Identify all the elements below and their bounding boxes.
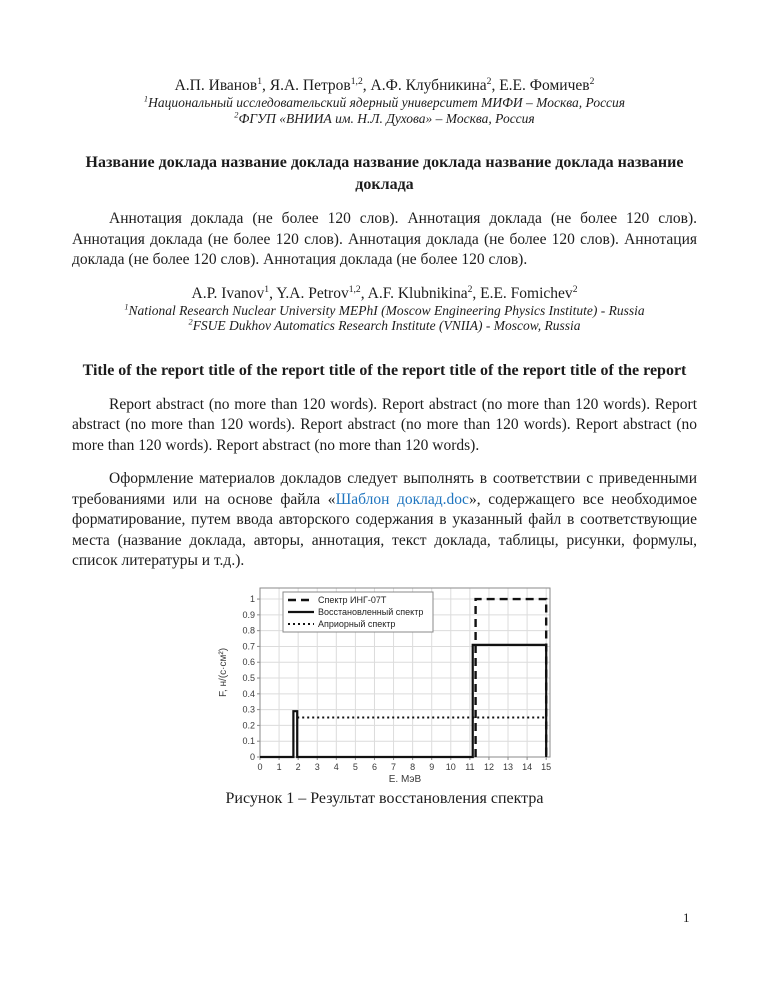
- superscript-marker: 1: [257, 75, 262, 87]
- superscript-marker: 2: [572, 283, 578, 295]
- abstract-en: Report abstract (no more than 120 words). Report abstract (no more than 120 words). Report abstract (no more than 120 words). Report abstract (no more than 120 words). Report abstract (no more than 120 words). Report abstract (no more than 120 words).: [72, 395, 697, 454]
- y-tick-label: 0.1: [241, 735, 255, 746]
- x-axis-label: Е, МэВ: [388, 773, 421, 782]
- superscript-marker: 2: [589, 75, 595, 87]
- superscript-marker: 2: [188, 317, 193, 327]
- formatting-paragraph: [72, 469, 697, 572]
- superscript-marker: 1: [143, 94, 149, 104]
- authors-line-en: A.P. Ivanov$^1$, Y.A. Petrov$^{1,2}$, A.F. Klubnikina$^2$, E.E. Fomichev$^2$: [191, 283, 578, 302]
- x-tick-label: 8: [409, 761, 415, 772]
- superscript-marker: 1,2: [350, 75, 363, 87]
- y-tick-label: 0: [249, 751, 255, 762]
- x-tick-label: 0: [256, 761, 263, 772]
- x-tick-label: 12: [483, 761, 494, 772]
- legend-label: Спектр ИНГ-07Т: [317, 594, 386, 605]
- x-tick-label: 14: [521, 761, 532, 772]
- x-tick-label: 6: [371, 761, 377, 772]
- formatting-text-before: Оформление материалов докладов следует выполнять в соответствии с приведенными требованиями или на основе файла «: [72, 470, 697, 508]
- superscript-marker: 2: [234, 110, 239, 119]
- template-doc-link[interactable]: Шаблон доклад.doc: [335, 490, 469, 508]
- x-tick-label: 9: [428, 761, 434, 772]
- superscript-marker: 1: [124, 302, 129, 311]
- formatting-text-after: », содержащего все необходимое форматирование, путем ввода авторского содержания в указанный файл в соответствующие места (название доклада, авторы, аннотация, текст доклада, таблицы, рисунки, формулы, список литературы и т.д.).: [72, 490, 698, 569]
- figure-1: [72, 582, 697, 808]
- x-tick-label: 3: [314, 761, 320, 772]
- page-number: 1: [683, 910, 690, 925]
- y-axis-label: F, н/(с·см²): [217, 647, 229, 697]
- x-tick-label: 5: [352, 761, 358, 772]
- figure-caption: Рисунок 1 – Результат восстановления спектра: [225, 789, 544, 807]
- superscript-marker: 1,2: [348, 283, 361, 295]
- y-tick-label: 0.3: [241, 704, 255, 715]
- y-tick-label: 0.5: [241, 672, 255, 683]
- x-tick-label: 1: [276, 761, 282, 772]
- x-tick-label: 15: [540, 761, 551, 772]
- x-tick-label: 2: [295, 761, 301, 772]
- report-title-en: Title of the report title of the report title of the report title of the report title of the report: [82, 361, 687, 379]
- spectrum-chart: [215, 582, 555, 782]
- affiliation-ru-1: $^1$Национальный исследовательский ядерный университет МИФИ – Москва, Россия: [143, 94, 626, 110]
- legend-label: Априорный спектр: [317, 618, 395, 629]
- superscript-marker: 2: [467, 283, 473, 295]
- y-tick-label: 0.6: [241, 656, 255, 667]
- superscript-marker: 1: [264, 283, 270, 295]
- y-tick-label: 0.9: [241, 609, 255, 620]
- y-tick-label: 0.2: [241, 719, 255, 730]
- affiliation-en-1: $^1$National Research Nuclear University MEPhI (Moscow Engineering Physics Institute) - Russia: [124, 302, 645, 318]
- y-tick-label: 1: [249, 593, 255, 604]
- superscript-marker: 2: [486, 75, 492, 87]
- x-tick-label: 13: [502, 761, 513, 772]
- report-title-ru: Название доклада название доклада название доклада название доклада название доклада: [85, 154, 684, 193]
- x-tick-label: 7: [390, 761, 396, 772]
- y-tick-label: 0.8: [241, 625, 255, 636]
- y-tick-label: 0.4: [241, 688, 255, 699]
- abstract-ru: Аннотация доклада (не более 120 слов). Аннотация доклада (не более 120 слов). Аннотация доклада (не более 120 слов). Аннотация доклада (не более 120 слов). Аннотация доклада (не более 120 слов). Аннотация доклада (не более 120 слов).: [72, 210, 697, 268]
- x-tick-label: 11: [464, 761, 475, 772]
- authors-line-ru: А.П. Иванов$^1$, Я.А. Петров$^{1,2}$, А.Ф. Клубникина$^2$, Е.Е. Фомичев$^2$: [174, 75, 595, 94]
- y-tick-label: 0.7: [241, 640, 255, 651]
- series-line-1: [260, 644, 546, 756]
- x-tick-label: 4: [333, 761, 339, 772]
- affiliation-en-2: $^2$FSUE Dukhov Automatics Research Institute (VNIIA) - Moscow, Russia: [188, 317, 581, 333]
- legend-label: Восстановленный спектр: [317, 606, 423, 617]
- affiliation-ru-2: $^2$ФГУП «ВНИИА им. Н.Л. Духова» – Москва, Россия: [234, 110, 535, 126]
- x-tick-label: 10: [445, 761, 456, 772]
